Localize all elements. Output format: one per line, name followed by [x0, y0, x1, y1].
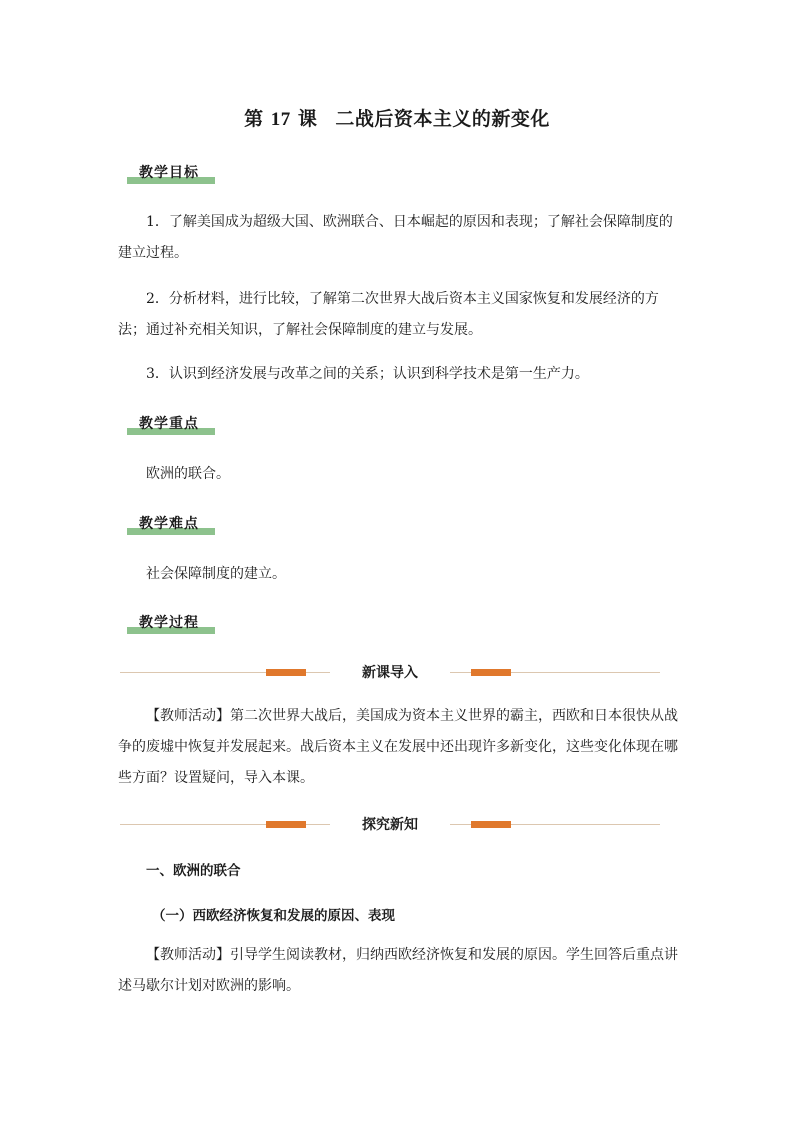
divider-intro — [120, 665, 660, 681]
lesson-number: 17 — [270, 109, 291, 130]
section-label: 教学过程 — [139, 615, 199, 631]
divider-label: 探究新知 — [330, 814, 450, 834]
section-label: 教学目标 — [139, 165, 199, 181]
section-tag-difficulty — [127, 513, 215, 535]
section-label: 教学难点 — [139, 516, 199, 532]
subheading-west-europe: （一）西欧经济恢复和发展的原因、表现 — [152, 908, 395, 924]
divider-explore — [120, 817, 660, 833]
page-title — [0, 104, 794, 131]
lesson-title-text: 二战后资本主义的新变化 — [335, 108, 550, 130]
objective-2: 2．分析材料，进行比较，了解第二次世界大战后资本主义国家恢复和发展经济的方法；通过补充相关知识，了解社会保障制度的建立与发展。 — [118, 291, 659, 338]
lesson-unit: 课 — [297, 108, 318, 130]
lesson-prefix: 第 — [244, 108, 264, 130]
intro-paragraph: 【教师活动】第二次世界大战后，美国成为资本主义世界的霸主，西欧和日本很快从战争的废墟中恢复并发展起来。战后资本主义在发展中还出现许多新变化，这些变化体现在哪些方面？设置疑问，导入本课。 — [118, 708, 678, 786]
section-tag-process — [127, 612, 215, 634]
heading-europe-union: 一、欧洲的联合 — [146, 863, 241, 879]
activity-paragraph: 【教师活动】引导学生阅读教材，归纳西欧经济恢复和发展的原因。学生回答后重点讲述马歇尔计划对欧洲的影响。 — [118, 947, 678, 994]
section-tag-objectives — [127, 162, 215, 184]
section-label: 教学重点 — [139, 416, 199, 432]
objective-3: 3．认识到经济发展与改革之间的关系；认识到科学技术是第一生产力。 — [146, 366, 589, 382]
objective-1: 1．了解美国成为超级大国、欧洲联合、日本崛起的原因和表现；了解社会保障制度的建立过程。 — [118, 214, 673, 261]
key-point-text: 欧洲的联合。 — [146, 466, 230, 482]
section-tag-key-point — [127, 413, 215, 435]
divider-label: 新课导入 — [330, 662, 450, 682]
difficulty-text: 社会保障制度的建立。 — [146, 566, 286, 582]
